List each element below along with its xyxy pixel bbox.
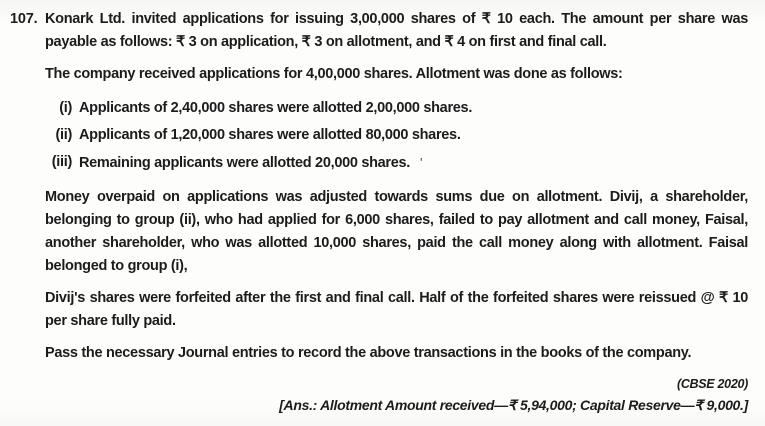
- list-item: [45, 149, 748, 177]
- question-intro-paragraph: Konark Ltd. invited applications for issuing 3,00,000 shares of ₹ 10 each. The amount per share was payable as follows: ₹ 3 on application, ₹ 3 on allotment, and ₹ 4 on first and final call.: [45, 11, 748, 50]
- answer-hint: [45, 394, 748, 416]
- list-item-text: [79, 149, 748, 177]
- forfeiture-paragraph: Divij's shares were forfeited after the first and final call. Half of the forfeited shares were reissued @ ₹ 10 per share fully paid.: [45, 290, 748, 329]
- list-item-text: Applicants of 1,20,000 shares were allotted 80,000 shares.: [79, 127, 461, 143]
- question-body: [45, 8, 748, 416]
- applications-received-paragraph: The company received applications for 4,00,000 shares. Allotment was done as follows:: [45, 66, 623, 82]
- answer-text: Allotment Amount received—₹ 5,94,000; Capital Reserve—₹ 9,000.]: [317, 397, 748, 413]
- list-item-text-content: Remaining applicants were allotted 20,000 shares.: [79, 155, 411, 171]
- exam-source: (CBSE 2020): [676, 377, 748, 391]
- list-marker: (iii): [51, 154, 72, 170]
- adjustment-paragraph: Money overpaid on applications was adjusted towards sums due on allotment. Divij, a shareholder, belonging to group (ii), who had applied for 6,000 shares, failed to pay allotment and call money, Faisal, another shareholder, who was allotted 10,000 shares, paid the call money along with allotment. Faisal belonged to group (i),: [45, 189, 748, 274]
- question-number: 107.: [10, 11, 38, 27]
- question-block: [10, 8, 748, 416]
- list-marker: (i): [59, 100, 72, 116]
- list-item: [45, 122, 748, 149]
- stray-pen-mark: ': [420, 155, 423, 170]
- list-item: [45, 95, 748, 122]
- list-marker: (ii): [55, 127, 72, 143]
- answer-prefix: [Ans.:: [279, 397, 318, 413]
- list-item-text: Applicants of 2,40,000 shares were allotted 2,00,000 shares.: [79, 100, 473, 116]
- allotment-list: [45, 95, 748, 177]
- instruction-paragraph: Pass the necessary Journal entries to record the above transactions in the books of the company.: [45, 345, 692, 361]
